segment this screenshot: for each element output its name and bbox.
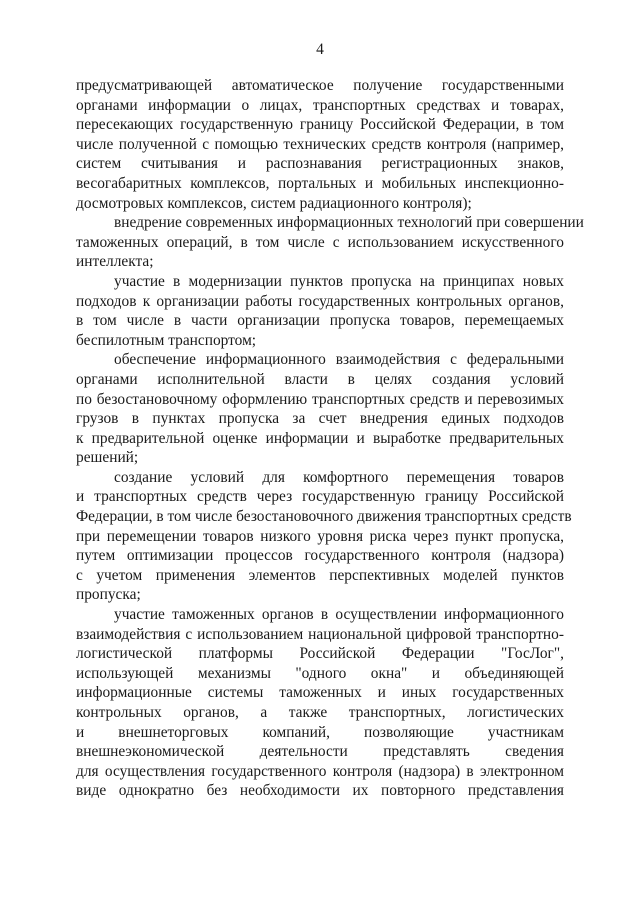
text-line: логистической платформы Российской Федерации "ГосЛог",	[76, 645, 564, 663]
text-line: внедрение современных информационных технологий при совершении	[114, 214, 584, 232]
text-line: пересекающих государственную границу Российской Федерации, в том	[76, 116, 564, 134]
text-line: участие таможенных органов в осуществлении информационного	[114, 606, 564, 624]
text-line: интеллекта;	[76, 253, 154, 271]
text-line: использующей механизмы "одного окна" и объединяющей	[76, 664, 564, 682]
text-line: предусматривающей автоматическое получение государственными	[76, 77, 564, 94]
paragraph	[76, 605, 564, 801]
text-line: контрольных органов, а также транспортных, логистических	[76, 704, 564, 721]
text-line: обеспечение информационного взаимодействия с федеральными	[114, 351, 564, 369]
paragraph	[76, 468, 572, 605]
text-line: внешнеэкономической деятельности представлять сведения	[76, 743, 564, 761]
text-line: по безостановочному оформлению транспортных средств и перевозимых	[76, 390, 564, 408]
text-line: и внешнеторговых компаний, позволяющие участникам	[76, 723, 564, 741]
text-line: пропуска;	[76, 586, 141, 604]
text-line: решений;	[76, 449, 139, 467]
text-line: грузов в пунктах пропуска за счет внедрения единых подходов	[76, 410, 564, 428]
paragraph	[76, 350, 564, 468]
page-number: 4	[316, 41, 324, 58]
document-body	[76, 76, 584, 801]
text-line: создание условий для комфортного перемещения товаров	[114, 468, 564, 486]
text-line: к предварительной оценке информации и выработке предварительных	[76, 429, 564, 447]
text-line: Федерации, в том числе безостановочного движения транспортных средств	[76, 508, 572, 526]
text-line: числе полученной с помощью технических средств контроля (например,	[76, 135, 564, 153]
text-line: органами исполнительной власти в целях создания условий	[76, 370, 564, 388]
text-line: участие в модернизации пунктов пропуска на принципах новых	[114, 272, 564, 290]
text-line: информационные системы таможенных и иных государственных	[76, 684, 564, 702]
text-line: беспилотным транспортом;	[76, 331, 257, 349]
text-line: органами информации о лицах, транспортных средствах и товарах,	[76, 96, 564, 114]
paragraph	[76, 272, 564, 350]
text-line: подходов к организации работы государственных контрольных органов,	[76, 292, 564, 310]
text-line: с учетом применения элементов перспективных моделей пунктов	[76, 566, 564, 584]
text-line: досмотровых комплексов, систем радиационного контроля);	[76, 194, 472, 212]
text-line: и транспортных средств через государственную границу Российской	[76, 488, 564, 506]
text-line: для осуществления государственного контроля (надзора) в электронном	[76, 762, 564, 780]
text-line: таможенных операций, в том числе с использованием искусственного	[76, 233, 564, 251]
text-line: виде однократно без необходимости их повторного представления	[76, 782, 564, 800]
text-line: взаимодействия с использованием национальной цифровой транспортно-	[76, 625, 564, 643]
text-line: в том числе в части организации пропуска товаров, перемещаемых	[76, 312, 564, 330]
text-line: весогабаритных комплексов, портальных и мобильных инспекционно-	[76, 174, 564, 192]
text-line: при перемещении товаров низкого уровня риска через пункт пропуска,	[76, 527, 564, 545]
text-line: путем оптимизации процессов государственного контроля (надзора)	[76, 547, 564, 565]
text-line: систем считывания и распознавания регистрационных знаков,	[76, 155, 564, 173]
paragraph	[76, 213, 584, 272]
paragraph	[76, 76, 564, 213]
